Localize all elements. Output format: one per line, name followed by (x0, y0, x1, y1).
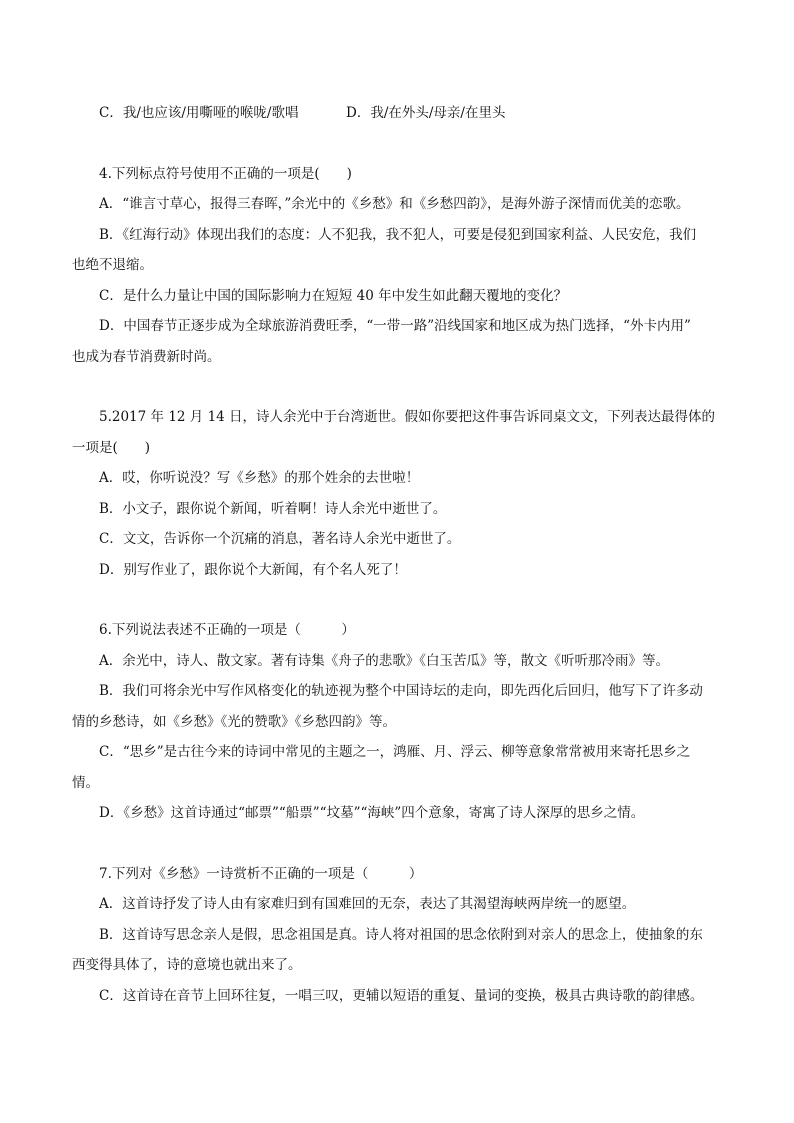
q4-option-a: A．“谁言寸草心，报得三春晖，”余光中的《乡愁》和《乡愁四韵》，是海外游子深情而优美的恋歌。 (99, 196, 690, 212)
q4-option-b-line1: B．《红海行动》体现出我们的态度：人不犯我，我不犯人，可要是侵犯到国家利益、人民安危，我们 (99, 226, 697, 243)
q6-option-b-line1: B．我们可将余光中写作风格变化的轨迹视为整个中国诗坛的走向，即先西化后回归，他写下了许多动 (99, 683, 703, 699)
q6-option-a: A．余光中，诗人、散文家。著有诗集《舟子的悲歌》《白玉苦瓜》等，散文《听听那冷雨》等。 (99, 652, 669, 669)
q4-option-d-line1: D．中国春节正逐步成为全球旅游消费旺季，“一带一路”沿线国家和地区成为热门选择，“外卡内用” (99, 318, 691, 334)
q5-option-b: B．小文子，跟你说个新闻，听着啊！诗人余光中逝世了。 (99, 500, 447, 517)
spacer (72, 829, 732, 859)
spacer (72, 585, 732, 615)
spacer (72, 372, 732, 402)
q4-option-b-line2: 也绝不退缩。 (72, 257, 153, 273)
q4-option-c: C．是什么力量让中国的国际影响力在短短 40 年中发生如此翻天覆地的变化？ (99, 287, 568, 304)
q6-option-c-line2: 情。 (72, 774, 99, 791)
q7-option-a: A．这首诗抒发了诗人由有家难归到有国难回的无奈，表达了其渴望海峡两岸统一的愿望。 (99, 896, 636, 912)
q4-stem: 4.下列标点符号使用不正确的一项是( ) (99, 165, 352, 182)
q7-stem: 7.下列对《乡愁》一诗赏析不正确的一项是（ ） (99, 865, 423, 882)
q3-options-row (72, 98, 732, 129)
exam-page (72, 98, 732, 1011)
q5-option-d: D．别写作业了，跟你说个大新闻，有个名人死了！ (99, 561, 407, 578)
q7-option-b-line1: B．这首诗写思念亲人是假，思念祖国是真。诗人将对祖国的思念依附到对亲人的思念上，使抽象的东 (99, 926, 703, 943)
q3-option-d: D．我/在外头/母亲/在里头 (346, 105, 506, 121)
q6-option-b-line2: 情的乡愁诗，如《乡愁》《光的赞歌》《乡愁四韵》等。 (72, 713, 396, 730)
q6-option-c-line1: C．“思乡”是古往今来的诗词中常见的主题之一，鸿雁、月、浮云、柳等意象常常被用来寄托思乡之 (99, 744, 691, 760)
q5-stem-line2: 一项是( ) (72, 439, 151, 456)
q5-option-a: A．哎，你听说没？写《乡愁》的那个姓余的去世啦！ (99, 470, 420, 486)
q6-stem: 6.下列说法表述不正确的一项是（ ） (99, 622, 355, 638)
q7-option-b-line2: 西变得具体了，诗的意境也就出来了。 (72, 957, 302, 973)
q5-stem-line1: 5.2017 年 12 月 14 日，诗人余光中于台湾逝世。假如你要把这件事告诉同桌文文，下列表达最得体的 (99, 409, 716, 425)
q7-option-c: C．这首诗在音节上回环往复，一唱三叹，更辅以短语的重复、量词的变换，极具古典诗歌的韵律感。 (99, 987, 704, 1004)
q4-option-d-line2: 也成为春节消费新时尚。 (72, 348, 221, 365)
q5-option-c: C．文文，告诉你一个沉痛的消息，著名诗人余光中逝世了。 (99, 531, 461, 547)
q6-option-d: D．《乡愁》这首诗通过“邮票”“船票”“坟墓”“海峡”四个意象，寄寓了诗人深厚的思乡之情。 (99, 805, 645, 821)
q3-option-c: C．我/也应该/用嘶哑的喉咙/歌唱 (99, 105, 299, 121)
spacer (72, 129, 732, 159)
